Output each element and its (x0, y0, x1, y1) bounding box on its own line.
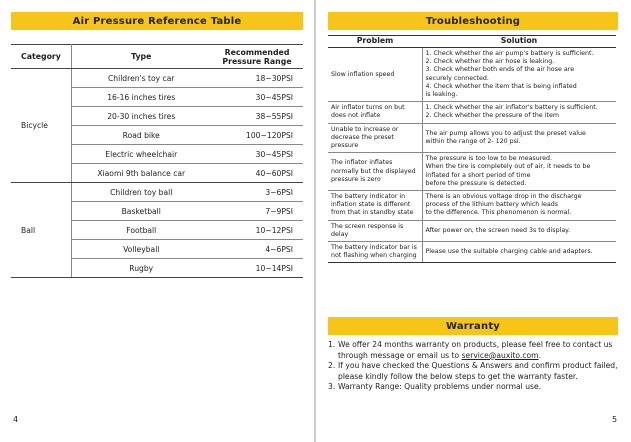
page-number-right: 5 (612, 415, 618, 424)
type-cell: Football (71, 221, 211, 240)
type-cell: Electric wheelchair (71, 145, 211, 164)
type-cell: Basketball (71, 202, 211, 221)
warranty-item-text: Warranty Range: Quality problems under normal use. (338, 382, 542, 391)
problem-cell: The battery indicator in inflation state is different from that in standby state (328, 191, 422, 221)
problem-cell: The screen response is delay (328, 220, 422, 241)
air-pressure-title-banner (11, 12, 303, 30)
left-page (0, 0, 315, 442)
warranty-item-body (338, 382, 541, 393)
range-cell: 30~45PSI (211, 145, 303, 164)
type-header: Type (71, 45, 211, 69)
solution-line: Please use the suitable charging cable and adapters. (425, 248, 593, 256)
warranty-item-number: 1. (328, 340, 336, 349)
type-cell: Road bike (71, 126, 211, 145)
solution-line: is leaking. (425, 91, 458, 99)
range-cell: 30~45PSI (211, 88, 303, 107)
category-header: Category (11, 45, 71, 69)
problem-cell: Slow inflation speed (328, 48, 422, 102)
problem-cell: The inflator inflates normally but the displayed pressure is zero (328, 153, 422, 191)
problem-cell: The battery indicator bar is not flashing when charging (328, 242, 422, 263)
warranty-item-number: 3. (328, 382, 336, 391)
solution-line: to the difference. This phenomenon is normal. (425, 209, 572, 217)
solution-line: inflated for a short period of time (425, 171, 531, 179)
type-cell: Rugby (71, 259, 211, 278)
solution-cell (422, 191, 616, 221)
solution-cell (422, 123, 616, 153)
solution-cell (422, 153, 616, 191)
warranty-item-body (338, 340, 618, 361)
troubleshooting-row (328, 220, 616, 241)
solution-line: After power on, the screen need 3s to display. (425, 226, 571, 234)
warranty-item (328, 382, 618, 393)
air-pressure-table (11, 44, 303, 278)
pressure-row (11, 69, 303, 88)
range-header (211, 45, 303, 69)
troubleshooting-row (328, 191, 616, 221)
range-cell: 38~55PSI (211, 107, 303, 126)
type-cell: Children toy ball (71, 183, 211, 202)
troubleshooting-row (328, 153, 616, 191)
warranty-item-after: . (538, 350, 541, 360)
range-cell: 40~60PSI (211, 164, 303, 183)
solution-line: 3. Check whether both ends of the air hose are (425, 66, 575, 74)
problem-cell: Unable to increase or decrease the preset pressure (328, 123, 422, 153)
range-cell: 4~6PSI (211, 240, 303, 259)
range-cell: 3~6PSI (211, 183, 303, 202)
troubleshooting-row (328, 242, 616, 263)
category-cell: Bicycle (11, 69, 71, 183)
warranty-list (328, 340, 618, 393)
solution-line: before the pressure is detected. (425, 179, 527, 187)
solution-cell (422, 242, 616, 263)
solution-line: process of the lithium battery which leads (425, 201, 559, 209)
range-header-line1: Recommended (224, 47, 290, 57)
warranty-item-text: We offer 24 months warranty on products, please feel free to contact us through message or email us to (338, 340, 613, 360)
page-number-left: 4 (13, 415, 19, 424)
troubleshooting-row (328, 123, 616, 153)
range-cell: 18~30PSI (211, 69, 303, 88)
air-pressure-title: Air Pressure Reference Table (72, 15, 242, 27)
type-cell: Xiaomi 9th balance car (71, 164, 211, 183)
warranty-item-body (338, 361, 618, 382)
solution-line: securely connected. (425, 74, 489, 82)
type-cell: Volleyball (71, 240, 211, 259)
type-cell: 20-30 inches tires (71, 107, 211, 126)
solution-line: within the range of 2- 120 psi. (425, 137, 521, 145)
service-email-link[interactable]: service@auxito.com (461, 350, 539, 360)
solution-cell (422, 102, 616, 123)
range-cell: 100~120PSI (211, 126, 303, 145)
solution-line: 2. Check whether the air hose is leaking. (425, 58, 555, 66)
problem-header: Problem (328, 36, 422, 48)
troubleshooting-title-banner (328, 12, 618, 30)
solution-line: 1. Check whether the air pump's battery is sufficient. (425, 50, 594, 57)
warranty-title: Warranty (445, 320, 501, 332)
category-cell: Ball (11, 183, 71, 278)
warranty-item (328, 361, 618, 382)
solution-line: The air pump allows you to adjust the preset value (425, 129, 586, 137)
warranty-item (328, 340, 618, 361)
solution-line: 1. Check whether the air inflator's battery is sufficient. (425, 104, 598, 112)
troubleshooting-row (328, 48, 616, 102)
type-cell: 16-16 inches tires (71, 88, 211, 107)
solution-header: Solution (422, 36, 616, 48)
range-cell: 10~12PSI (211, 221, 303, 240)
warranty-item-text: If you have checked the Questions & Answers and confirm product failed, please kindly follow the below steps to get the warranty faster. (338, 361, 618, 381)
solution-cell (422, 220, 616, 241)
solution-line: 4. Check whether the item that is being inflated (425, 82, 577, 90)
solution-line: 2. Check whether the pressure of the item (425, 112, 559, 120)
solution-line: When the tire is completely out of air, it needs to be (425, 163, 591, 171)
solution-line: There is an obvious voltage drop in the discharge (425, 193, 582, 201)
troubleshooting-title: Troubleshooting (425, 15, 521, 27)
troubleshooting-row (328, 102, 616, 123)
warranty-title-banner (328, 317, 618, 335)
troubleshooting-table (328, 35, 616, 263)
solution-cell (422, 48, 616, 102)
range-header-line2: Pressure Range (222, 56, 292, 66)
problem-cell: Air inflator turns on but does not inflate (328, 102, 422, 123)
range-cell: 7~9PSI (211, 202, 303, 221)
warranty-item-number: 2. (328, 361, 336, 370)
range-cell: 10~14PSI (211, 259, 303, 278)
solution-line: The pressure is too low to be measured. (425, 155, 553, 163)
pressure-row (11, 183, 303, 202)
type-cell: Children's toy car (71, 69, 211, 88)
